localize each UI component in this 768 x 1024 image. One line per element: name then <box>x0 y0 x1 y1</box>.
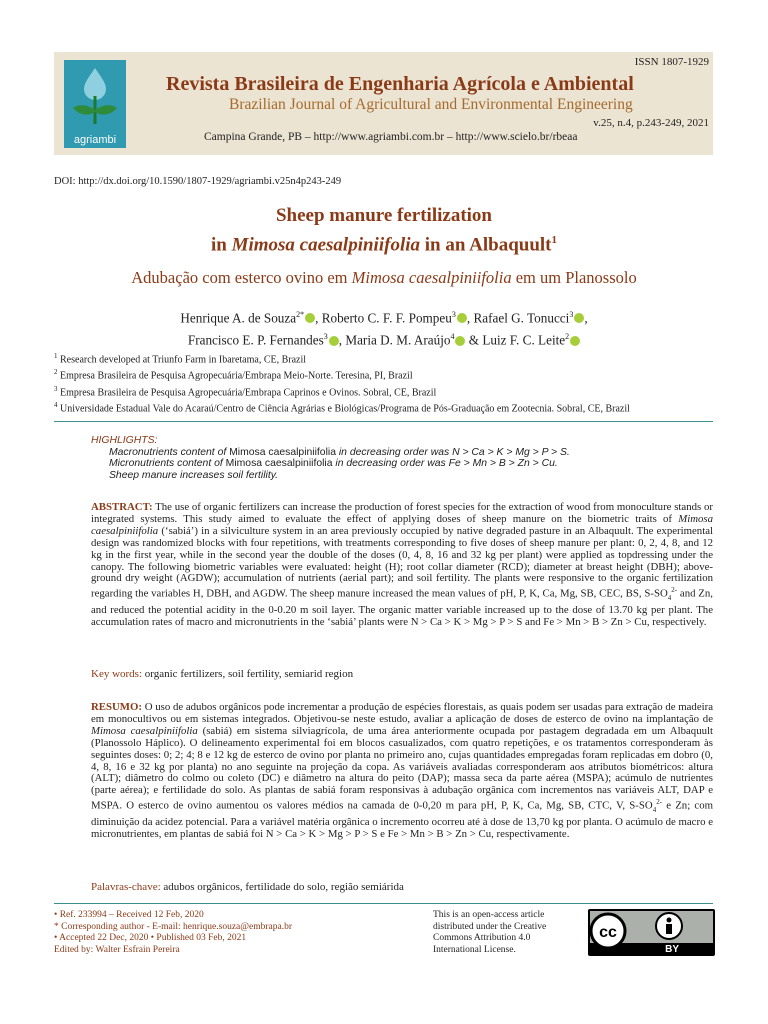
abstract-label: ABSTRACT: <box>91 501 153 513</box>
title-post: in an Albaquult <box>420 234 552 256</box>
abstract-sub: 4 <box>667 594 672 603</box>
title-pre: in <box>210 234 232 256</box>
logo-text: agriambi <box>73 134 117 146</box>
article-dates <box>54 910 292 956</box>
abstract-species: Mimosa caesalpiniifolia <box>91 512 713 537</box>
abstract <box>91 502 713 629</box>
resumo-species: Mimosa caesalpiniifolia <box>91 724 198 737</box>
resumo-text: O uso de adubos orgânicos pode incrementar a produção de espécies florestais, as quais podem ser usadas para extração de madeira em monocultivos ou em sistemas integrados. Objetivou-se neste estudo, avaliar a aplicação de doses de esterco de ovino na implantação de <box>91 701 713 725</box>
water-drop-plant-icon <box>70 64 120 126</box>
resumo-label: RESUMO: <box>91 701 142 713</box>
issn: ISSN 1807-1929 <box>634 56 709 68</box>
keywords-label: Key words: <box>91 668 143 680</box>
palavras-chave <box>91 881 404 893</box>
affiliation-item <box>54 366 630 382</box>
affiliation-num: 1 <box>54 352 58 360</box>
license-line: This is an open-access article <box>433 910 545 920</box>
footer-divider <box>54 903 713 904</box>
resumo <box>91 702 713 841</box>
article-title <box>0 204 768 257</box>
affiliation-item <box>54 383 630 399</box>
author-list: Henrique A. de Souza$^{2*}$ , Roberto C. F. F. Pompeu$^3$ , Rafael G. Tonucci$^3$ , Francisco E. P. Fernandes$^3$ , Maria D. M. Araújo$^4$ & Luiz F. C. Leite$^2$ <box>180 310 588 348</box>
highlights-title: HIGHLIGHTS: <box>91 435 158 446</box>
cc-by-label: BY <box>665 944 679 955</box>
abstract-sup: 2- <box>671 586 678 595</box>
author-sup: 3 <box>451 310 456 319</box>
highlight-item <box>91 470 570 482</box>
journal-location-urls: Campina Grande, PB – http://www.agriambi.com.br – http://www.scielo.br/rbeaa <box>204 131 578 143</box>
abstract-text: and Zn, and reduced the potential acidity in the 0-0.20 m soil layer. The organic matter variable increased up to the dose of 13.70 kg per plant. The accumulation rates of macro and micronutrients in the ‘sabiá’ plants were N > Ca > K > Mg > P > S and Fe > Mn > B > Zn > Cu, respectively. <box>91 587 713 628</box>
highlight-text: Sheep manure increases soil fertility. <box>109 469 279 481</box>
orcid-icon[interactable] <box>455 336 465 346</box>
author-name: , Roberto C. F. F. Pompeu <box>315 310 452 326</box>
highlight-species: Mimosa caesalpiniifolia <box>229 446 336 458</box>
highlight-text: Macronutrients content of <box>109 446 230 458</box>
abstract-text: (‘sabiá’) in a silviculture system in an area previously occupied by native degraded pasture in an Albaquult. The experimental design was randomized blocks with four repetitions, with treatments corresponding to five doses of sheep manure per plant: 0, 2, 4, 8, and 12 kg in the first year, while in the second year the double of the doses (0, 4, 8, 16 and 32 kg per plant) were applied as topdressing under the canopy. The following biometric variables were evaluated: height (H); root collar diameter (RCD); diameter at breast height (DBH); above-ground dry weight (AGDW); accumulation of nutrients (aerial part); and soil fertility. The plants were responsive to the organic fertilization regarding the variables H, DBH, and AGDW. The sheep manure increased the mean values of pH, P, K, Ca, Mg, SB, CEC, BS, S-SO <box>91 524 713 600</box>
orcid-icon[interactable] <box>574 313 584 323</box>
affiliation-item <box>54 350 630 366</box>
editor: Edited by: Walter Esfrain Pereira <box>54 944 180 955</box>
orcid-icon[interactable] <box>305 313 315 323</box>
abstract-text: The use of organic fertilizers can increase the production of forest species for the extraction of wood from monoculture stands or integrated systems. This study aimed to evaluate the effect of applying doses of sheep manure on the biometric traits of <box>91 501 713 525</box>
author-name: , Rafael G. Tonucci <box>466 310 570 326</box>
cc-by-badge[interactable] <box>588 909 715 956</box>
keywords-text: organic fertilizers, soil fertility, semiarid region <box>142 668 354 680</box>
highlight-species: Mimosa caesalpiniifolia <box>225 458 333 470</box>
subtitle-species: Mimosa caesalpiniifolia <box>351 268 512 287</box>
affiliation-text: Empresa Brasileira de Pesquisa Agropecuária/Embrapa Meio-Norte. Teresina, PI, Brazil <box>60 370 413 382</box>
author-name: Francisco E. P. Fernandes <box>187 332 324 348</box>
highlights-box <box>91 435 570 481</box>
agriambi-logo <box>64 60 126 148</box>
resumo-text: (sabiá) em sistema silviagrícola, de uma área anteriormente ocupada por pastagem degradada em um Albaquult (Planossolo Háplico). O delineamento experimental foi em blocos casualizados, com quatro repetições, e os tratamentos corresponderam às seguintes doses: 0; 2; 4; 8 e 12 kg de esterco de ovino por planta no primeiro ano, cujas quantidades empregadas foram replicadas em dobro (0, 4, 8, 16 e 32 kg por planta) no ano seguinte na projeção da copa. As variáveis avaliadas corresponderam aos atributos biométricos: altura (ALT); diâmetro do colmo ou coleto (DC) e diâmetro na altura do peito (DAP); massa seca da parte aérea (MSPA); acúmulo de nutrientes (parte aérea); e fertilidade do solo. As plantas de sabiá foram responsivas à adubação orgânica com incrementos nas variáveis ALT, DAP e MSPA. O esterco de ovino aumentou os valores médios na camada de 0-0,20 m para pH, P, K, Ca, Mg, SB, CTC, V, S-SO <box>91 724 713 812</box>
resumo-sup: 2- <box>656 798 663 807</box>
license-text <box>433 910 546 956</box>
subtitle-pre: Adubação com esterco ovino em <box>131 268 352 287</box>
license-line: Commons Attribution 4.0 <box>433 933 531 943</box>
article-subtitle-pt <box>0 268 768 288</box>
affiliation-text: Universidade Estadual Vale do Acaraú/Centro de Ciência Agrárias e Biológicas/Programa de Pós-Graduação em Zootecnia. Sobral, CE, Brazil <box>60 403 630 415</box>
title-species: Mimosa caesalpiniifolia <box>231 234 421 256</box>
volume-info: v.25, n.4, p.243-249, 2021 <box>593 117 709 129</box>
license-line: distributed under the Creative <box>433 921 547 932</box>
affiliation-num: 3 <box>54 384 58 393</box>
author-name: & Luiz F. C. Leite <box>465 332 566 348</box>
highlight-item <box>91 447 570 459</box>
affiliation-text: Empresa Brasileira de Pesquisa Agropecuária/Embrapa Caprinos e Ovinos. Sobral, CE, Brazil <box>60 386 437 398</box>
subtitle-post: em um Planossolo <box>511 268 637 287</box>
author-sup: 3 <box>569 310 574 319</box>
highlight-text: Micronutrients content of <box>109 458 226 470</box>
affiliation-num: 2 <box>54 368 58 377</box>
author-sup: 2 <box>565 332 570 342</box>
title-line-2 <box>0 228 768 257</box>
author-sup: 4 <box>450 332 455 342</box>
author-sup: 3 <box>323 332 328 342</box>
highlight-item <box>91 458 570 470</box>
journal-title-pt: Revista Brasileira de Engenharia Agrícola e Ambiental <box>166 73 634 95</box>
highlight-text: in decreasing order was N > Ca > K > Mg > P > S. <box>335 446 570 458</box>
orcid-icon[interactable] <box>329 336 339 346</box>
highlight-text: in decreasing order was Fe > Mn > B > Zn > Cu. <box>332 458 558 470</box>
license-line: International License. <box>433 944 516 955</box>
resumo-sub: 4 <box>652 806 657 814</box>
doi-link[interactable]: DOI: http://dx.doi.org/10.1590/1807-1929/agriambi.v25n4p243-249 <box>54 176 342 187</box>
affiliation-item <box>54 399 630 415</box>
keywords <box>91 668 353 680</box>
title-line-1: Sheep manure fertilization <box>275 205 492 226</box>
svg-text:cc: cc <box>599 924 617 941</box>
resumo-text: e Zn; com diminuição da acidez potencial. Para a variável matéria orgânica o incremento ocorreu até à dose de 13,70 kg por planta. O acúmulo de macro e micronutrientes, em plantas de sabiá foi N > Ca > K > Mg > P > S e Fe > Mn > B > Zn > Cu, respectivamente. <box>91 799 713 840</box>
affiliation-text: Research developed at Triunfo Farm in Ibaretama, CE, Brazil <box>60 354 307 366</box>
section-divider <box>54 421 713 422</box>
title-footnote: 1 <box>551 234 558 246</box>
accepted-published: • Accepted 22 Dec, 2020 • Published 03 Feb, 2021 <box>54 933 247 943</box>
author-name: Henrique A. de Souza <box>180 310 297 326</box>
affiliation-num: 4 <box>54 400 58 409</box>
journal-title-en: Brazilian Journal of Agricultural and Environmental Engineering <box>229 96 633 113</box>
orcid-icon[interactable] <box>570 336 580 346</box>
corresponding-author[interactable]: * Corresponding author - E-mail: henrique.souza@embrapa.br <box>54 921 292 932</box>
affiliations <box>54 350 630 415</box>
orcid-icon[interactable] <box>457 313 467 323</box>
author-name: , Maria D. M. Araújo <box>338 332 451 348</box>
ref-received: • Ref. 233994 – Received 12 Feb, 2020 <box>54 910 204 920</box>
palavras-label: Palavras-chave: <box>91 881 161 893</box>
palavras-text: adubos orgânicos, fertilidade do solo, região semiárida <box>160 881 404 893</box>
author-sup: 2* <box>296 310 305 319</box>
